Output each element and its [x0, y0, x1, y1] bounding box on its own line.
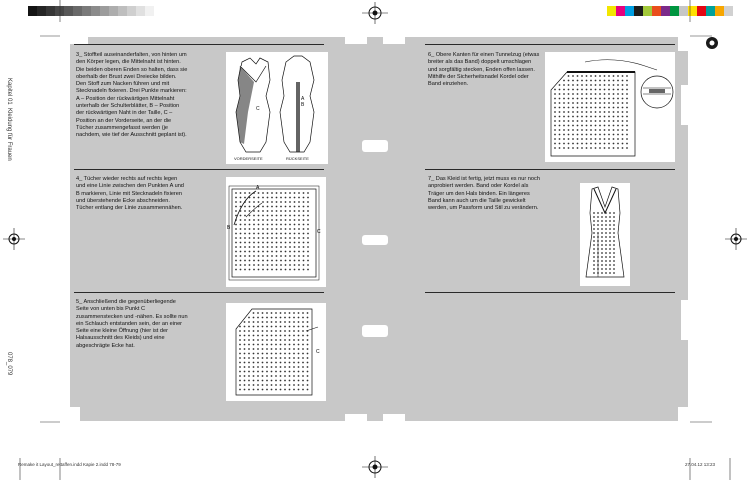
step-4-text: 4_ Tücher wieder rechts auf rechts legen und eine Linie zwischen den Punkten A und B markieren, Linie mit Stecknadeln fixieren und überstehende Ecke abschneiden. Tücher entlang der Linie zusammennähen.: [76, 176, 184, 212]
figure-drawstring: [545, 52, 675, 162]
corner-tab: [678, 37, 688, 51]
label-b: B: [227, 225, 231, 231]
label-b: B: [301, 102, 305, 108]
chapter-bullet-icon: [705, 36, 719, 50]
gutter-tab: [345, 414, 367, 421]
chapter-title: Kleidung für Frauen: [6, 108, 12, 161]
gutter-tab: [383, 414, 405, 421]
footer-file-info: Remake it Layout_rettaffen.indd Kapie 2.indd 78-79: [18, 462, 121, 467]
edge-tab: [681, 85, 688, 125]
section-rule: [74, 44, 324, 45]
label-c: C: [256, 106, 260, 112]
label-c: C: [316, 349, 320, 355]
gutter-hole: [362, 140, 388, 152]
corner-tab: [70, 37, 88, 44]
page-numbers: 078_079: [6, 352, 12, 376]
step-5-text: 5_ Anschließend die gegenüberliegende Seite von unten bis Punkt C zusammenstecken und -nähen. Es sollte nun ein Schlauch entstanden sein, der an einer Seite eine kleine Öffnung (hier ist der Halsausschnitt des Kleids) und eine abgeschrägte Ecke hat.: [76, 299, 188, 349]
edge-tab: [681, 300, 688, 340]
label-a: A: [301, 96, 305, 102]
section-rule: [74, 169, 324, 170]
step-3-text: 3_ Stoffteil auseinanderfalten, von hinten um den Körper legen, die Mittelnaht ist hinten. Die beiden oberen Enden so halten, dass sie oberhalb der Brust zwei Dreiecke bilden. Den Stoff zum Nacken führen und mit Stecknadeln fixieren. Drei Punkte markieren: A – Position der rückwärtigen Mittelnaht unterhalb der Schulterblätter, B – Position der rückwärtigen Naht in der Taille, C – Position an der Vorderseite, an der die Tücher zusammengefasst werden (je nachdem, wie tief der Ausschnitt geplant ist).: [76, 52, 188, 139]
step-6-text: 6_ Obere Kanten für einen Tunnelzug (etwas breiter als das Band) doppelt umschlagen und sorgfältig stecken, Enden offen lassen. Mithilfe der Sicherheitsnadel Kordel oder Band einziehen.: [428, 52, 540, 88]
figure-finished-dress: [580, 183, 630, 286]
section-rule: [425, 292, 675, 293]
figure-sewn-tube: [226, 303, 326, 401]
gutter-hole: [362, 235, 388, 245]
label-front: VORDERSEITE: [234, 156, 263, 161]
gutter-tab: [345, 37, 367, 44]
section-rule: [425, 169, 675, 170]
figure-cloth-line: [226, 177, 326, 287]
label-c: C: [317, 229, 321, 235]
step-7-text: 7_ Das Kleid ist fertig, jetzt muss es nur noch anprobiert werden. Band oder Kordel als Träger um den Hals binden. Ein längeres Band kann auch um die Taille gewickelt werden, um Passform und Stil zu verändern.: [428, 176, 540, 212]
gutter-hole: [362, 325, 388, 337]
chapter-label: Kapitel 01: [6, 78, 12, 105]
corner-tab: [678, 407, 688, 421]
label-back: RÜCKSEITE: [286, 156, 309, 161]
gutter-tab: [383, 37, 405, 44]
section-rule: [425, 44, 675, 45]
label-a: A: [256, 185, 260, 191]
footer-timestamp: 27.04.12 13:23: [685, 462, 716, 467]
section-rule: [74, 292, 324, 293]
figure-dress-forms: [226, 52, 328, 164]
corner-tab: [70, 407, 80, 421]
